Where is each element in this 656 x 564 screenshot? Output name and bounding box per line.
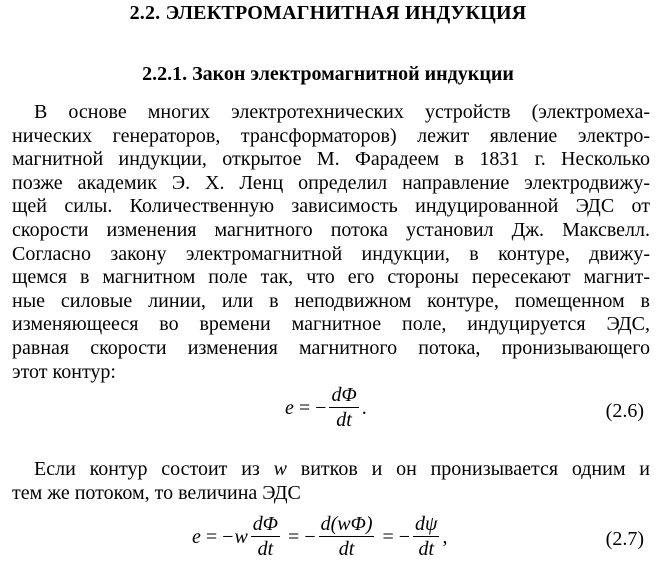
equation-number: (2.7) xyxy=(605,528,644,550)
fraction xyxy=(413,513,439,562)
fraction-denominator: dt xyxy=(418,538,435,560)
fraction xyxy=(329,384,358,433)
formula-symbol: w xyxy=(234,526,248,548)
variable-w: w xyxy=(273,458,287,480)
text-line: равная скорости изменения магнитного потока, пронизывающего xyxy=(12,336,650,359)
fraction-numerator: dψ xyxy=(415,513,438,535)
fraction-numerator: dΦ xyxy=(252,513,279,535)
paragraph-intro xyxy=(12,101,650,384)
equation-number: (2.6) xyxy=(605,400,644,422)
formula-operator: − xyxy=(222,526,234,548)
text-line: В основе многих электротехнических устройств (электромеха- xyxy=(34,101,650,123)
fraction xyxy=(251,513,280,562)
fraction-numerator: d(wΦ) xyxy=(320,513,373,535)
fraction xyxy=(319,513,375,562)
fraction-numerator: dΦ xyxy=(331,384,357,406)
formula-operator: = xyxy=(205,526,218,548)
paragraph-turns xyxy=(12,458,650,505)
formula-operator: − xyxy=(398,526,411,548)
formula-operator: = xyxy=(288,526,300,548)
subsection-title: 2.2.1. Закон электромагнитной индукции xyxy=(142,63,514,85)
text-line: ные силовые линии, или в неподвижном контуре, помещенном в xyxy=(12,289,650,312)
text-line: щемся в магнитном поле так, что его стороны пересекают магнит- xyxy=(12,266,650,289)
fraction-denominator: dt xyxy=(336,409,352,431)
fraction-denominator: dt xyxy=(257,538,274,560)
formula-operator: − xyxy=(304,526,316,548)
text-line: нических генераторов, трансформаторов) лежит явление электро- xyxy=(12,124,650,147)
formula-punctuation: . xyxy=(361,397,367,419)
fraction-denominator: dt xyxy=(338,538,355,560)
formula-punctuation: , xyxy=(442,526,448,548)
formula-symbol: e xyxy=(192,526,201,548)
text-line: Согласно закону электромагнитной индукции, в контуре, движу- xyxy=(12,242,650,265)
text-line xyxy=(12,458,650,482)
equation-2-7 xyxy=(192,513,447,562)
text-line: скорости изменения магнитного потока установил Дж. Максвелл. xyxy=(12,218,650,241)
text-line: тем же потоком, то величина ЭДС xyxy=(12,481,301,504)
formula-operator: = xyxy=(382,526,394,548)
text-segment: витков и он пронизывается одним и xyxy=(286,458,650,480)
formula-symbol: e xyxy=(285,397,294,419)
text-line: позже академик Э. Х. Ленц определил направление электродвижу- xyxy=(12,171,650,194)
section-title: 2.2. ЭЛЕКТРОМАГНИТНАЯ ИНДУКЦИЯ xyxy=(129,2,527,24)
text-line: щей силы. Количественную зависимость индуцированной ЭДС от xyxy=(12,195,650,218)
text-line: изменяющееся во времени магнитное поле, индуцируется ЭДС, xyxy=(12,313,650,336)
text-line: этот контур: xyxy=(12,360,116,383)
text-line: магнитной индукции, открытое М. Фарадеем в 1831 г. Несколько xyxy=(12,148,650,171)
formula-operator: − xyxy=(315,397,327,419)
formula-operator: = xyxy=(298,397,311,419)
text-segment: Если контур состоит из xyxy=(34,458,274,480)
equation-2-6 xyxy=(285,384,367,433)
